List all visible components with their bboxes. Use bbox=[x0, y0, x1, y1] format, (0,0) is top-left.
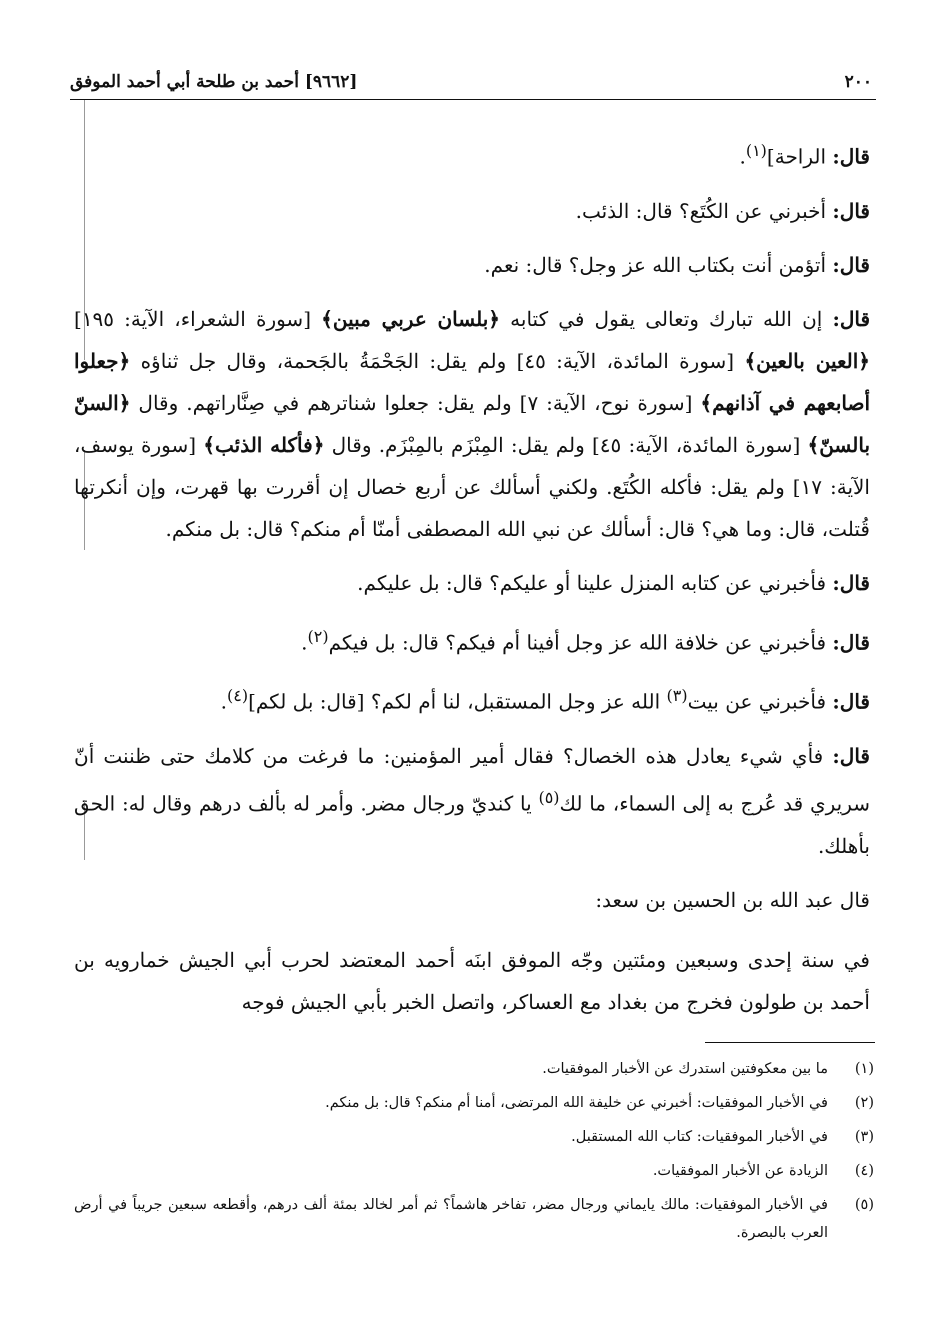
footnote-number: (١) bbox=[854, 1061, 874, 1077]
speaker-label: قال: bbox=[832, 689, 870, 714]
paragraph-text: إن الله تبارك وتعالى يقول في كتابه bbox=[510, 306, 823, 331]
running-title: [٩٦٦٢] أحمد بن طلحة أبي أحمد الموفق bbox=[70, 72, 358, 92]
paragraph-end: . bbox=[220, 689, 227, 714]
footnote-number: (٥) bbox=[854, 1197, 874, 1213]
speaker-label: قال: bbox=[832, 252, 870, 277]
paragraph-text: الراحة] bbox=[766, 144, 827, 169]
paragraph-6 bbox=[74, 616, 870, 664]
paragraph-end: . bbox=[301, 630, 308, 655]
footnote bbox=[74, 1055, 874, 1083]
footnote-text: الزيادة عن الأخبار الموفقيات. bbox=[652, 1163, 828, 1179]
paragraph-7 bbox=[74, 675, 870, 723]
footnote-ref: (٥) bbox=[538, 787, 560, 807]
quran-verse: ﴿فأكله الذئب﴾ bbox=[203, 432, 325, 457]
footnote bbox=[74, 1191, 874, 1247]
paragraph-end: . bbox=[739, 144, 746, 169]
page-header bbox=[70, 66, 876, 98]
speaker-label: قال: bbox=[832, 144, 870, 169]
paragraph-3 bbox=[74, 244, 870, 286]
paragraph-text: فأخبرني عن خلافة الله عز وجل أفينا أم فيكم؟ قال: بل فيكم bbox=[328, 630, 827, 655]
speaker-label: قال: bbox=[832, 743, 870, 768]
footnote bbox=[74, 1123, 874, 1151]
paragraph-text: فأخبرني عن بيت bbox=[687, 689, 827, 714]
paragraph-text: [سورة نوح، الآية: ٧] ولم يقل: جعلوا شناترهم في صِنَّاراتهم. وقال bbox=[138, 390, 693, 415]
quran-verse: ﴿جعلوا أصابعهم في آذانهم﴾ bbox=[74, 348, 871, 415]
paragraph-8 bbox=[74, 735, 870, 867]
paragraph-2 bbox=[74, 190, 870, 232]
paragraph-text: أتؤمن أنت بكتاب الله عز وجل؟ قال: نعم. bbox=[484, 252, 827, 277]
footnote-number: (٣) bbox=[854, 1129, 874, 1145]
paragraph-10: في سنة إحدى وسبعين ومئتين وجّه الموفق ابنَه أحمد المعتضد لحرب أبي الجيش خمارويه بن أحمد بن طولون فخرج من بغداد مع العساكر، واتصل الخبر بأبي الجيش فوجه bbox=[74, 947, 870, 1014]
main-text bbox=[74, 130, 870, 1041]
speaker-label: قال: bbox=[832, 630, 870, 655]
footnote-text: في الأخبار الموفقيات: مالك يايماني ورجال مضر، تفاخر هاشماً؟ ثم أمر لخالد بمئة ألف درهم، وأقطعه سبعين جريباً في أرض العرب بالبصرة. bbox=[74, 1197, 828, 1241]
page-number: ٢٠٠ bbox=[844, 72, 872, 92]
quran-verse: ﴿العين بالعين﴾ bbox=[744, 348, 871, 373]
paragraph-1 bbox=[74, 130, 870, 178]
footnote-text: في الأخبار الموفقيات: كتاب الله المستقبل. bbox=[571, 1129, 828, 1145]
header-rule bbox=[70, 99, 876, 100]
footnote-number: (٢) bbox=[854, 1095, 874, 1111]
paragraph-text: [سورة يوسف، الآية: ١٧] ولم يقل: فأكله الكُتَع. ولكني أسألك عن أربع خصال إن أقررت بها قهرت، وإن أنكرتها قُتلت، قال: وما هي؟ قال: أسألك عن نبي الله المصطفى أمنّا أم منكم؟ قال: بل منكم. bbox=[74, 432, 870, 541]
footnote-ref: (٤) bbox=[226, 686, 249, 706]
speaker-label: قال: bbox=[832, 570, 870, 595]
footnote-ref: (١) bbox=[745, 141, 767, 160]
paragraph-text: الله عز وجل المستقبل، لنا أم لكم؟ [قال: بل لكم] bbox=[248, 689, 661, 714]
speaker-label: قال: bbox=[832, 306, 871, 331]
paragraph-4 bbox=[74, 298, 870, 550]
quran-verse: ﴿بلسان عربي مبين﴾ bbox=[321, 306, 501, 331]
paragraph-9: قال عبد الله بن الحسين بن سعد: bbox=[595, 887, 870, 912]
footnote-text: ما بين معكوفتين استدرك عن الأخبار الموفقيات. bbox=[542, 1061, 828, 1077]
footnote-number: (٤) bbox=[854, 1163, 874, 1179]
paragraph-text: أخبرني عن الكُتَع؟ قال: الذئب. bbox=[575, 198, 827, 223]
footnotes bbox=[74, 1055, 874, 1253]
paragraph-5 bbox=[74, 562, 870, 604]
footnote-ref: (٢) bbox=[307, 626, 329, 646]
paragraph-text: فأخبرني عن كتابه المنزل علينا أو عليكم؟ قال: بل عليكم. bbox=[357, 570, 827, 595]
footnote bbox=[74, 1089, 874, 1117]
citation: [سورة الشعراء، الآية: ١٩٥] bbox=[74, 306, 311, 331]
speaker-label: قال: bbox=[832, 198, 870, 223]
paragraph-text: فأي شيء يعادل هذه الخصال؟ فقال أمير المؤمنين: ما فرغت من كلامك حتى ظننت أنّ سريري قد عُرج به إلى السماء، ما لك bbox=[74, 743, 870, 816]
paragraph-text: يا كنديّ ورجال مضر. وأمر له بألف درهم وقال له: الحق بأهلك. bbox=[74, 791, 870, 858]
footnote-text: في الأخبار الموفقيات: أخبرني عن خليفة الله المرتضى، أمنا أم منكم؟ قال: بل منكم. bbox=[325, 1095, 828, 1111]
paragraph-text: [سورة المائدة، الآية: ٤٥] ولم يقل: الجَحْمَةُ بالجَحمة، وقال جل ثناؤه bbox=[140, 348, 735, 373]
paragraph-text: [سورة المائدة، الآية: ٤٥] ولم يقل: المِبْزَم بالمِبْزَم. وقال bbox=[331, 432, 801, 457]
footnote-separator bbox=[705, 1042, 875, 1043]
quran-verse: ﴿السنّ بالسنّ﴾ bbox=[74, 390, 871, 457]
footnote-ref: (٣) bbox=[666, 686, 688, 706]
footnote bbox=[74, 1157, 874, 1185]
